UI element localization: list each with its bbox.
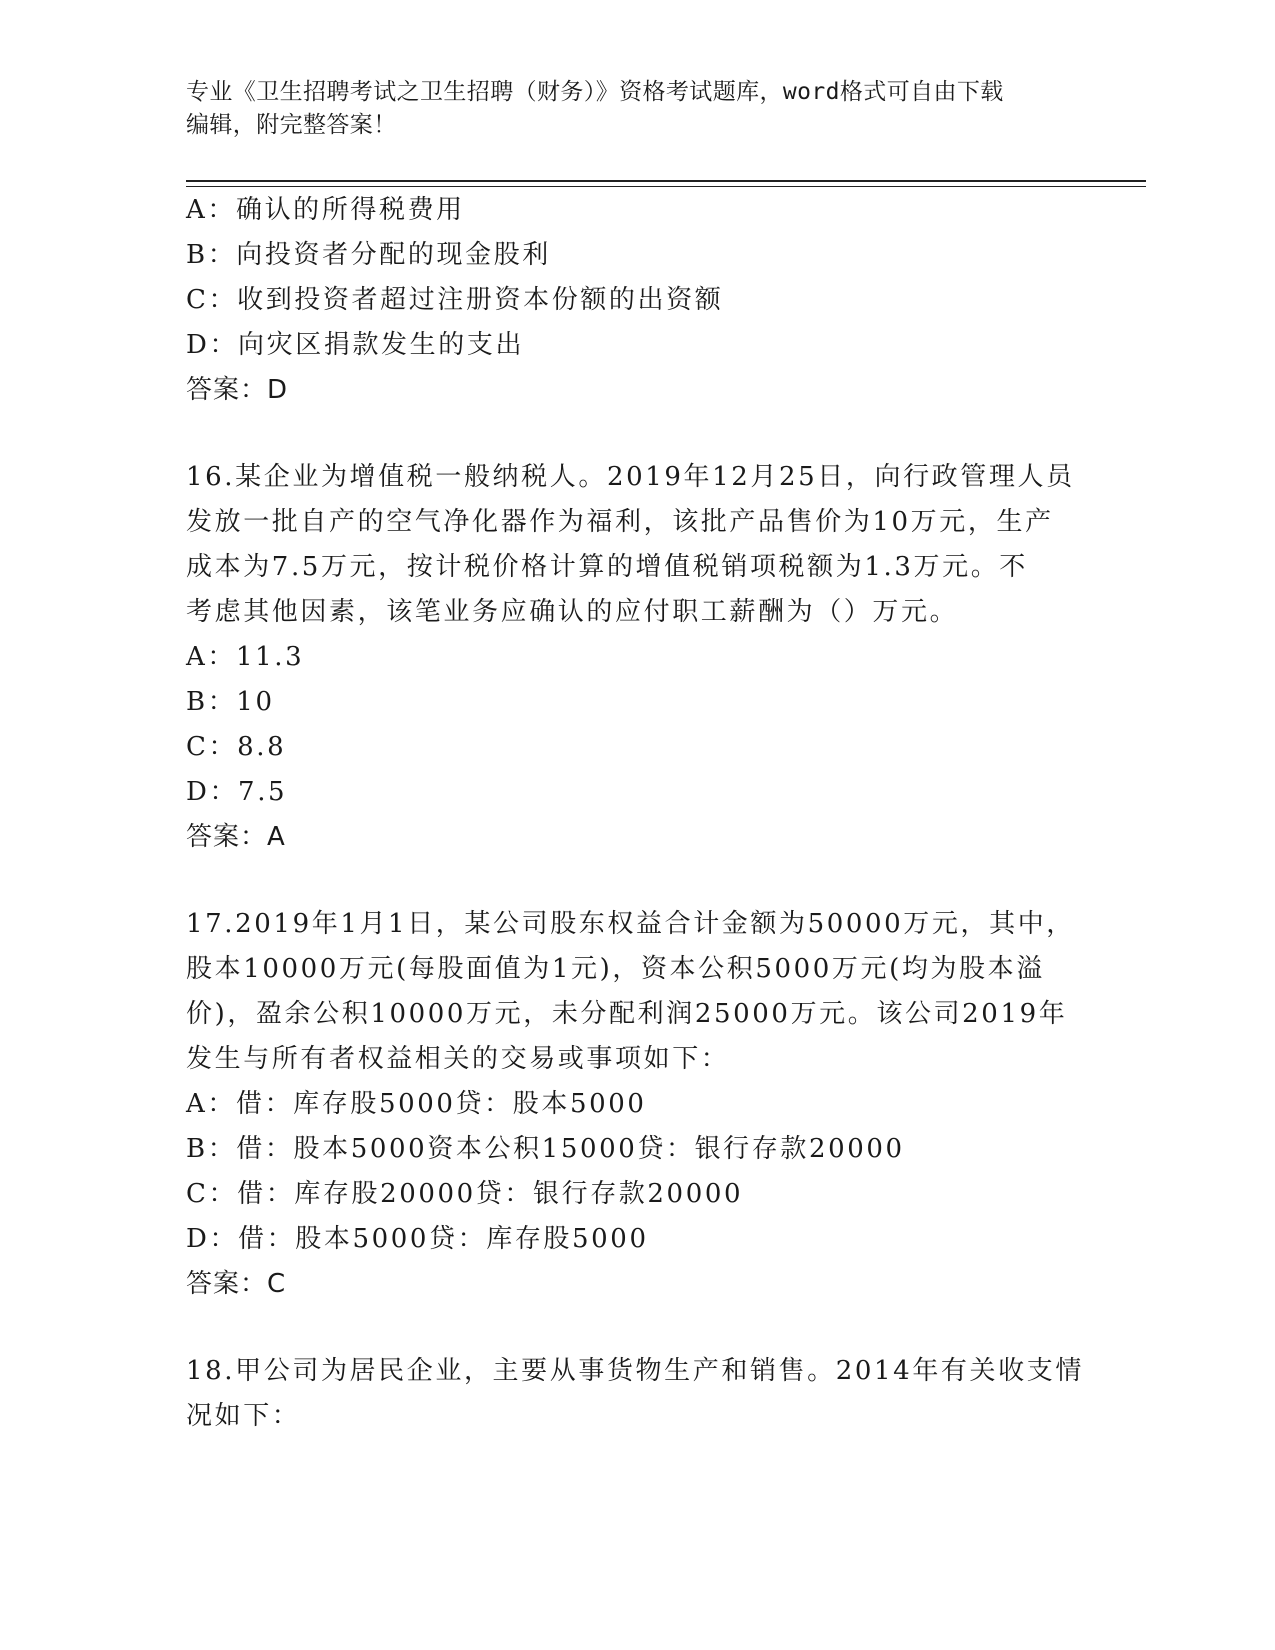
document-header	[186, 76, 1066, 142]
option-b: B：10	[186, 687, 275, 717]
question-content	[186, 188, 1084, 1439]
option-a: A：借：库存股5000贷：股本5000	[186, 1089, 647, 1119]
document-page	[186, 0, 1146, 1650]
option-c: C：8.8	[186, 732, 287, 762]
question-text-line: 况如下：	[186, 1401, 301, 1431]
question-text-line: 股本10000万元(每股面值为1元)，资本公积5000万元(均为股本溢	[186, 954, 1045, 984]
question-16-block	[186, 455, 1075, 860]
option-a: A：11.3	[186, 642, 305, 672]
question-text-line: 16.某企业为增值税一般纳税人。2019年12月25日，向行政管理人员	[186, 462, 1075, 492]
question-18-block	[186, 1349, 1084, 1439]
question-text-line: 考虑其他因素，该笔业务应确认的应付职工薪酬为（）万元。	[186, 597, 959, 627]
question-text-line: 17.2019年1月1日，某公司股东权益合计金额为50000万元，其中，	[186, 909, 1075, 939]
option-d: D：借：股本5000贷：库存股5000	[186, 1224, 649, 1254]
option-c: C：借：库存股20000贷：银行存款20000	[186, 1179, 744, 1209]
answer-label: 答案：A	[186, 822, 286, 852]
answer-label: 答案：C	[186, 1269, 287, 1299]
question-17-block	[186, 902, 1075, 1307]
option-b: B：向投资者分配的现金股利	[186, 240, 551, 270]
header-divider-thin	[186, 186, 1146, 187]
question-15-block	[186, 188, 1066, 413]
option-d: D：向灾区捐款发生的支出	[186, 330, 525, 360]
header-line-1: 专业《卫生招聘考试之卫生招聘（财务）》资格考试题库，word格式可自由下载	[186, 79, 1004, 105]
option-c: C：收到投资者超过注册资本份额的出资额	[186, 285, 724, 315]
question-text-line: 发放一批自产的空气净化器作为福利，该批产品售价为10万元，生产	[186, 507, 1054, 537]
option-d: D：7.5	[186, 777, 288, 807]
question-text-line: 发生与所有者权益相关的交易或事项如下：	[186, 1044, 730, 1074]
answer-label: 答案：D	[186, 375, 289, 405]
question-text-line: 成本为7.5万元，按计税价格计算的增值税销项税额为1.3万元。不	[186, 552, 1028, 582]
option-a: A：确认的所得税费用	[186, 195, 465, 225]
header-line-2: 编辑，附完整答案！	[186, 112, 397, 138]
question-text-line: 价)，盈余公积10000万元，未分配利润25000万元。该公司2019年	[186, 999, 1068, 1029]
question-text-line: 18.甲公司为居民企业，主要从事货物生产和销售。2014年有关收支情	[186, 1356, 1084, 1386]
header-divider-thick	[186, 180, 1146, 182]
option-b: B：借：股本5000资本公积15000贷：银行存款20000	[186, 1134, 905, 1164]
